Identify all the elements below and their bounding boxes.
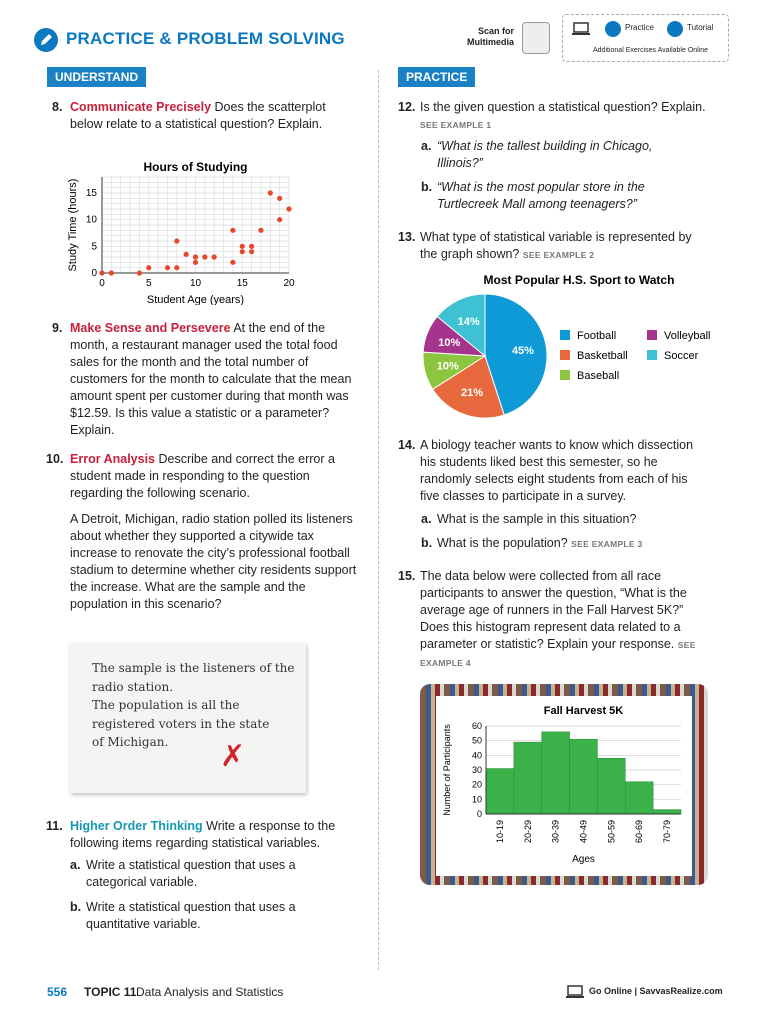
data-point bbox=[137, 270, 142, 275]
x-tick-label: 0 bbox=[99, 278, 105, 289]
histogram-fall-harvest bbox=[436, 696, 692, 876]
slice-label: 10% bbox=[438, 336, 461, 349]
data-point bbox=[268, 190, 273, 195]
race-crowd-background bbox=[420, 684, 708, 885]
data-point bbox=[249, 249, 254, 254]
pencil-icon bbox=[34, 28, 58, 52]
data-point bbox=[240, 249, 245, 254]
tutorial-icon[interactable] bbox=[667, 21, 683, 37]
data-point bbox=[174, 265, 179, 270]
slice-label: 10% bbox=[436, 360, 459, 373]
slice-label: 45% bbox=[511, 344, 534, 357]
y-tick-label: 60 bbox=[471, 721, 482, 731]
slice-label: 21% bbox=[460, 387, 483, 400]
question-12b: b. “What is the most popular store in the Turtlecreek Mall among teenagers?” bbox=[421, 180, 645, 211]
question-8: 8. Communicate Precisely Does the scatterplot below relate to a statistical question? Explain. bbox=[52, 100, 326, 131]
practice-link[interactable]: Practice bbox=[625, 23, 654, 32]
scatterplot-hours-studying bbox=[64, 155, 304, 305]
x-axis-label: Ages bbox=[572, 854, 595, 865]
y-tick-label: 0 bbox=[91, 268, 97, 279]
x-tick-label: 20 bbox=[283, 278, 295, 289]
histogram-bar bbox=[570, 739, 598, 814]
x-tick-label: 30-39 bbox=[550, 820, 561, 844]
y-tick-label: 15 bbox=[85, 188, 97, 199]
page-number: 556 bbox=[47, 985, 68, 999]
legend-swatch-baseball bbox=[560, 370, 570, 380]
slice-label: 14% bbox=[457, 316, 480, 329]
question-12: 12. Is the given question a statistical question? Explain. SEE EXAMPLE 1 bbox=[398, 100, 706, 130]
y-axis-label: Number of Participants bbox=[442, 724, 452, 816]
data-point bbox=[277, 196, 282, 201]
chart-title: Hours of Studying bbox=[143, 160, 248, 174]
histogram-bar bbox=[542, 732, 570, 814]
y-tick-label: 10 bbox=[471, 794, 482, 805]
y-tick-label: 40 bbox=[471, 750, 482, 761]
see-example-link[interactable]: SEE EXAMPLE 3 bbox=[571, 539, 643, 549]
data-point bbox=[99, 270, 104, 275]
y-tick-label: 30 bbox=[471, 765, 482, 775]
question-13: 13. What type of statistical variable is represented by the graph shown? SEE EXAMPLE 2 bbox=[398, 230, 692, 261]
y-tick-label: 20 bbox=[471, 779, 482, 790]
data-point bbox=[202, 254, 207, 259]
see-example-link[interactable]: SEE EXAMPLE 2 bbox=[522, 250, 595, 260]
histogram-bar bbox=[597, 758, 625, 814]
x-tick-label: 50-59 bbox=[606, 820, 617, 844]
histogram-bar bbox=[486, 769, 514, 814]
question-11: 11. Higher Order Thinking Write a response to the following items regarding statistical variables. bbox=[46, 819, 336, 850]
data-point bbox=[165, 265, 170, 270]
data-point bbox=[193, 254, 198, 259]
data-point bbox=[230, 260, 235, 265]
histogram-bar bbox=[653, 810, 681, 814]
question-10-scenario: A Detroit, Michigan, radio station polled its listeners about whether they supported a citywide tax increase to renovate the city’s professional football stadium to determine whether city residents support the increase. What are the sample and the population in this scenario? bbox=[70, 512, 357, 611]
x-tick-label: 10 bbox=[189, 278, 202, 289]
histogram-bar bbox=[625, 782, 653, 814]
note-line: radio station. bbox=[92, 679, 174, 694]
legend-label: Volleyball bbox=[664, 330, 711, 342]
question-14b: b. What is the population? SEE EXAMPLE 3 bbox=[421, 536, 643, 550]
y-axis-label: Study Time (hours) bbox=[67, 178, 79, 272]
data-point bbox=[277, 217, 282, 222]
x-tick-label: 70-79 bbox=[662, 820, 673, 844]
qr-code-icon[interactable] bbox=[522, 22, 550, 54]
chart-title: Fall Harvest 5K bbox=[543, 705, 624, 717]
x-tick-label: 10-19 bbox=[494, 820, 505, 844]
note-line: registered voters in the state bbox=[92, 716, 270, 731]
data-point bbox=[146, 265, 151, 270]
question-15: 15. The data below were collected from all race participants to answer the question, “What is the average age of runners in the Fall Harvest 5K?” Does this histogram represent data related to a parameter or statistic? Explain your response. SEE EXAMPLE 4 bbox=[398, 569, 696, 668]
pie-chart-sports bbox=[415, 268, 735, 428]
data-point bbox=[212, 254, 217, 259]
x-tick-label: 5 bbox=[145, 278, 152, 289]
question-9: 9. Make Sense and Persevere At the end of the month, a restaurant manager used the total food sales for the month and the total number of customers for the month to calculate that the mean amount spent per customer during that month was $12.59. Is this value a statistic or a parameter? Explain. bbox=[52, 321, 352, 437]
legend-swatch-volleyball bbox=[647, 330, 657, 340]
data-point bbox=[286, 206, 291, 211]
practice-icon[interactable] bbox=[605, 21, 621, 37]
laptop-icon bbox=[565, 984, 585, 1000]
data-point bbox=[184, 252, 189, 257]
student-response-note bbox=[70, 643, 306, 793]
x-axis-label: Student Age (years) bbox=[146, 294, 245, 305]
see-example-link[interactable]: SEE EXAMPLE 1 bbox=[420, 120, 492, 130]
data-point bbox=[109, 270, 114, 275]
topic-label: TOPIC 11 bbox=[84, 985, 137, 999]
x-tick-label: 15 bbox=[236, 278, 248, 289]
page-title: PRACTICE & PROBLEM SOLVING bbox=[66, 29, 345, 48]
y-tick-label: 10 bbox=[85, 214, 97, 226]
question-11a: a. Write a statistical question that uses a categorical variable. bbox=[70, 858, 296, 889]
column-divider bbox=[378, 70, 379, 970]
question-14: 14. A biology teacher wants to know which dissection his students liked best this semester, so he randomly selects eight students from each of his five classes to participate in a survey. bbox=[398, 438, 694, 503]
tutorial-link[interactable]: Tutorial bbox=[687, 23, 714, 32]
data-point bbox=[174, 238, 179, 243]
scan-label: Scan for Multimedia bbox=[466, 26, 514, 47]
incorrect-mark: ✗ bbox=[220, 740, 246, 773]
data-point bbox=[193, 260, 198, 265]
data-point bbox=[240, 244, 245, 249]
x-tick-label: 40-49 bbox=[578, 820, 589, 844]
legend-label: Baseball bbox=[577, 370, 620, 382]
question-12a: a. “What is the tallest building in Chicago, Illinois?” bbox=[421, 139, 653, 170]
x-tick-label: 60-69 bbox=[634, 820, 645, 844]
go-online-link[interactable]: Go Online | SavvasRealize.com bbox=[589, 986, 723, 996]
topic-title: Data Analysis and Statistics bbox=[136, 985, 284, 999]
y-tick-label: 0 bbox=[476, 809, 482, 819]
question-10: 10. Error Analysis Describe and correct the error a student made in responding to the question regarding the following scenario. bbox=[46, 452, 335, 500]
y-tick-label: 50 bbox=[471, 735, 482, 746]
data-point bbox=[230, 228, 235, 233]
legend-label: Football bbox=[577, 330, 617, 342]
legend-swatch-soccer bbox=[647, 350, 657, 360]
data-point bbox=[258, 228, 263, 233]
chart-title: Most Popular H.S. Sport to Watch bbox=[483, 273, 675, 287]
laptop-icon bbox=[571, 21, 591, 37]
legend-swatch-basketball bbox=[560, 350, 570, 360]
note-line: The sample is the listeners of the bbox=[92, 661, 295, 675]
understand-banner: UNDERSTAND bbox=[47, 67, 146, 87]
data-point bbox=[249, 244, 254, 249]
see-example-link[interactable]: SEE EXAMPLE 4 bbox=[420, 640, 696, 668]
online-resources-box bbox=[562, 14, 729, 62]
legend-label: Basketball bbox=[577, 350, 628, 362]
histogram-bar bbox=[514, 742, 542, 814]
note-line: of Michigan. bbox=[92, 735, 169, 749]
legend-label: Soccer bbox=[664, 350, 699, 362]
practice-banner: PRACTICE bbox=[398, 67, 475, 87]
question-11b: b. Write a statistical question that uses a quantitative variable. bbox=[70, 900, 296, 931]
x-tick-label: 20-29 bbox=[522, 820, 533, 844]
note-line: The population is all the bbox=[92, 698, 240, 712]
question-14a: a. What is the sample in this situation? bbox=[421, 512, 637, 526]
legend-swatch-football bbox=[560, 330, 570, 340]
y-tick-label: 5 bbox=[91, 241, 97, 253]
additional-exercises-note: Additional Exercises Available Online bbox=[593, 47, 709, 54]
